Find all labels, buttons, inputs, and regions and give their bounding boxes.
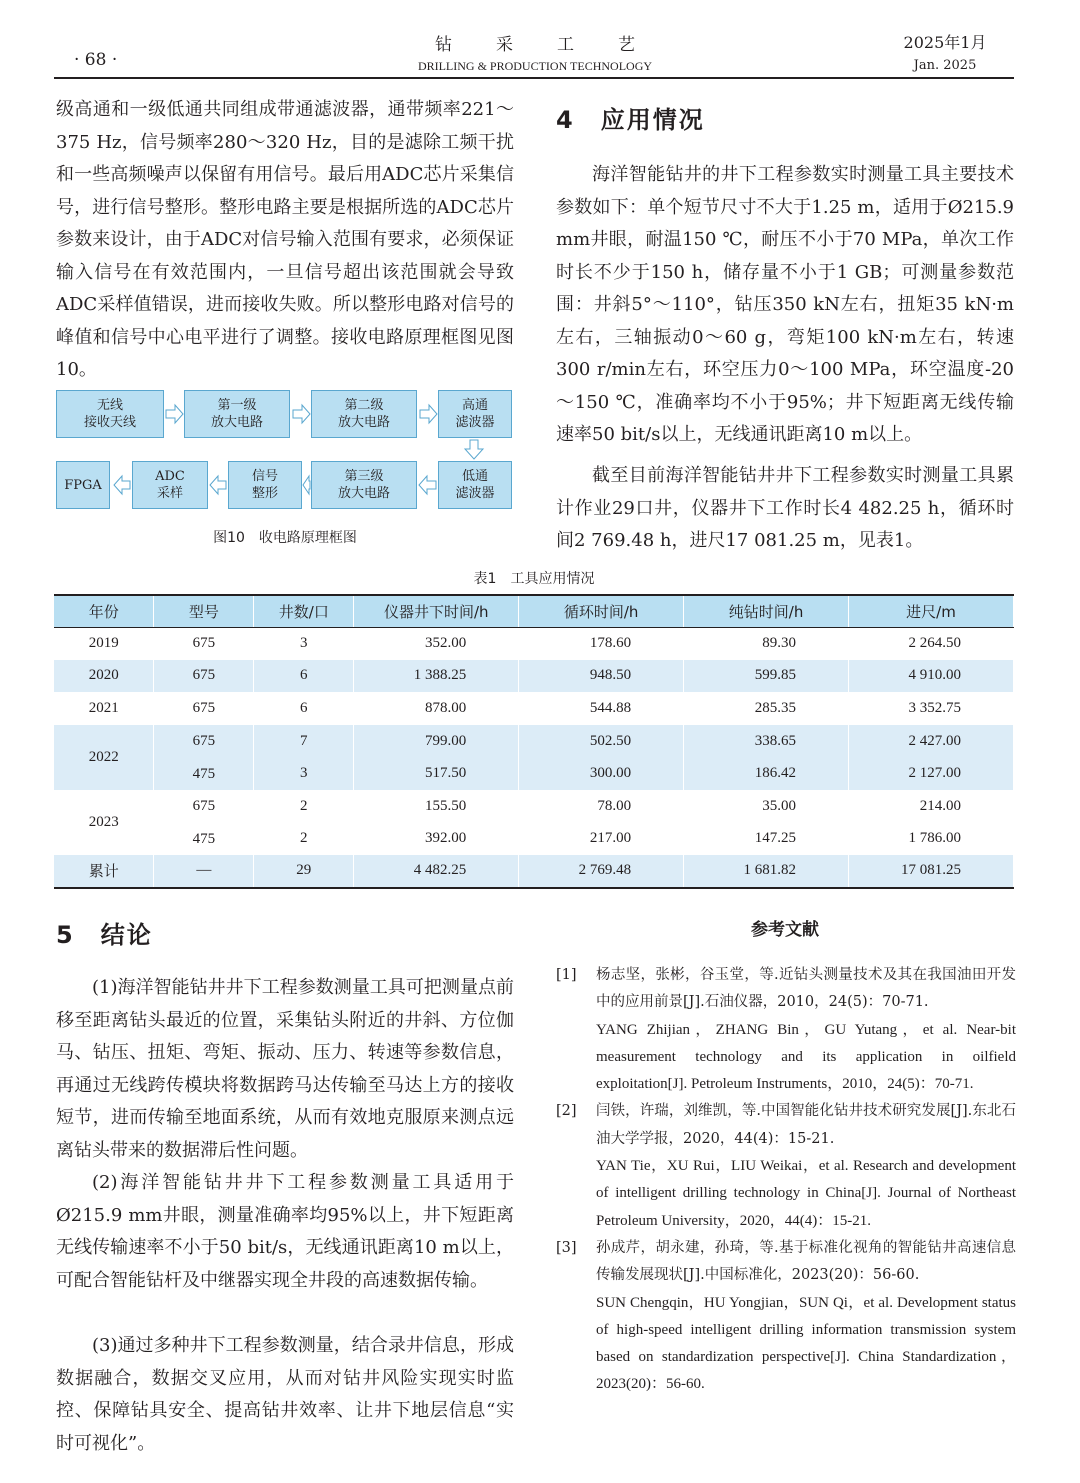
table-header-row (54, 595, 1014, 627)
col-downhole-time: 仪器井下时间/h (354, 595, 519, 627)
section4-para2: 截至目前海洋智能钻井井下工程参数实时测量工具累计作业29口井，仪器井下工作时长4 482.25 h，循环时间2 769.48 h，进尺17 081.25 m，见表1。 (556, 465, 1014, 551)
journal-title-en: DRILLING & PRODUCTION TECHNOLOGY (417, 59, 653, 73)
table-row: 2020 675 6 1 388.25 948.50 599.85 4 910.00 (54, 660, 1014, 693)
journal-header (380, 30, 690, 74)
reference-item: [2] 闫铁，许瑞，刘维凯，等.中国智能化钻井技术研究发展[J].东北石油大学学报，2020，44(4)：15-21. YAN Tie，XU Rui，LIU Weikai，et al. Research and development of intelligent drilling technology in China[J]. Journal of Northeast Petroleum University，2020，44(4)：15-21. (556, 1103, 1016, 1229)
reference-item: [1] 杨志坚，张彬，谷玉堂，等.近钻头测量技术及其在我国油田开发中的应用前景[J].石油仪器，2010，24(5)：70-71. YANG Zhijian，ZHANG Bin，GU Yutang，et al. Near-bit measurement technology and its application in oilfield exploitation[J]. Petroleum Instruments，2010，24(5)：70-71. (556, 967, 1016, 1093)
table-row: 2019 675 3 352.00 178.60 89.30 2 264.50 (54, 627, 1014, 660)
arrow-lowpass-amp3 (419, 476, 436, 494)
box-amp3: 第三级 放大电路 (311, 461, 417, 509)
issue-date-cn: 2025年1月 (903, 33, 987, 52)
arrow-amp1-amp2 (293, 405, 310, 423)
col-footage: 进尺/m (849, 595, 1014, 627)
box-highpass: 高通 滤波器 (438, 390, 512, 438)
conclusion-item-3: (3)通过多种井下工程参数测量，结合录井信息，形成数据融合，数据交叉应用，从而对钻井风险实现实时监控、保障钻具安全、提高钻井效率、让井下地层信息“实时可视化”。 (56, 1335, 514, 1454)
table-row: 2022 675 7 799.00 502.50 338.65 2 427.00 (54, 725, 1014, 758)
tool-application-table (54, 594, 1014, 889)
col-year: 年份 (54, 595, 154, 627)
header-rule (54, 77, 1014, 79)
conclusion-item-1: (1)海洋智能钻井井下工程参数测量工具可把测量点前移至距离钻头最近的位置，采集钻头附近的井斜、方位伽马、钻压、扭矩、弯矩、振动、压力、转速等参数信息，再通过无线跨传模块将数据跨马达传输至马达上方的接收短节，进而传输至地面系统，从而有效地克服原来测点远离钻头带来的数据滞后性问题。 (56, 977, 514, 1161)
box-antenna: 无线 接收天线 (56, 390, 164, 438)
arrow-amp3-shaping (303, 476, 310, 494)
issue-date-en: Jan. 2025 (913, 58, 977, 73)
box-lowpass: 低通 滤波器 (438, 461, 512, 509)
issue-date (880, 30, 1010, 73)
conclusion-item-2: (2)海洋智能钻井井下工程参数测量工具适用于Ø215.9 mm井眼，测量准确率均95%以上，井下短距离无线传输速率不小于50 bit/s，无线通讯距离10 m以上，可配合智能钻杆及中继器实现全井段的高速数据传输。 (56, 1172, 514, 1291)
arrow-shaping-adc (210, 476, 226, 494)
table-row: 475 2 392.00 217.00 147.25 1 786.00 (54, 823, 1014, 856)
box-amp2: 第二级 放大电路 (311, 390, 417, 438)
diagram-arrows (56, 383, 516, 523)
page-number: · 68 · (74, 50, 118, 70)
table-row: 2023 675 2 155.50 78.00 35.00 214.00 (54, 790, 1014, 823)
reference-item: [3] 孙成芹，胡永建，孙琦，等.基于标准化视角的智能钻井高速信息传输发展现状[J].中国标准化，2023(20)：56-60. SUN Chengqin，HU Yongjian，SUN Qi，et al. Development status of high-speed intelligent drilling information transmission system based on standardization perspective[J]. China Standardization，2023(20)：56-60. (556, 1239, 1016, 1393)
col-model: 型号 (154, 595, 254, 627)
section4-para1: 海洋智能钻井的井下工程参数实时测量工具主要技术参数如下：单个短节尺寸不大于1.25 m，适用于Ø215.9 mm井眼，耐温150 ℃，耐压不小于70 MPa，单次工作时长不少于150 h，储存量不小于1 GB；可测量参数范围：井斜5°～110°，钻压350 kN左右，扭矩35 kN·m左右，三轴振动0～60 g，弯矩100 kN·m左右，转速300 r/min左右，环空压力0～100 MPa，环空温度-20～150 ℃，准确率均不小于95%；井下短距离无线传输速率50 bit/s以上，无线通讯距离10 m以上。 (556, 164, 1014, 445)
section5-title: 5 结论 (56, 921, 153, 949)
col-drilling-time: 纯钻时间/h (684, 595, 849, 627)
box-fpga: FPGA (56, 461, 110, 509)
table-total-row: 累计 — 29 4 482.25 2 769.48 1 681.82 17 081.25 (54, 855, 1014, 888)
section4-title: 4 应用情况 (556, 106, 705, 134)
box-amp1: 第一级 放大电路 (184, 390, 290, 438)
journal-title-cn: 钻采工艺 (435, 35, 679, 55)
arrow-highpass-lowpass (465, 440, 483, 459)
receiver-block-diagram (56, 383, 516, 523)
table-row: 475 3 517.50 300.00 186.42 2 127.00 (54, 757, 1014, 790)
references-title: 参考文献 (751, 920, 819, 940)
box-adc: ADC 采样 (132, 461, 208, 509)
table-caption: 表1 工具应用情况 (473, 571, 595, 587)
left-top-paragraph: 级高通和一级低通共同组成带通滤波器，通带频率221～375 Hz，信号频率280～320 Hz，目的是滤除工频干扰和一些高频噪声以保留有用信号。最后用ADC芯片采集信号，进行信号整形。整形电路主要是根据所选的ADC芯片参数来设计，由于ADC对信号输入范围有要求，必须保证输入信号在有效范围内，一旦信号超出该范围就会导致ADC采样值错误，进而接收失败。所以整形电路对信号的峰值和信号中心电平进行了调整。接收电路原理框图见图10。 (56, 99, 514, 380)
arrow-adc-fpga (114, 476, 130, 494)
references-list (556, 962, 1016, 1399)
col-circulation-time: 循环时间/h (519, 595, 684, 627)
box-shaping: 信号 整形 (228, 461, 302, 509)
table-row: 2021 675 6 878.00 544.88 285.35 3 352.75 (54, 692, 1014, 725)
arrow-antenna-amp1 (166, 405, 183, 423)
arrow-amp2-highpass (420, 405, 437, 423)
figure-caption: 图10 收电路原理框图 (213, 530, 357, 546)
col-wells: 井数/口 (254, 595, 354, 627)
